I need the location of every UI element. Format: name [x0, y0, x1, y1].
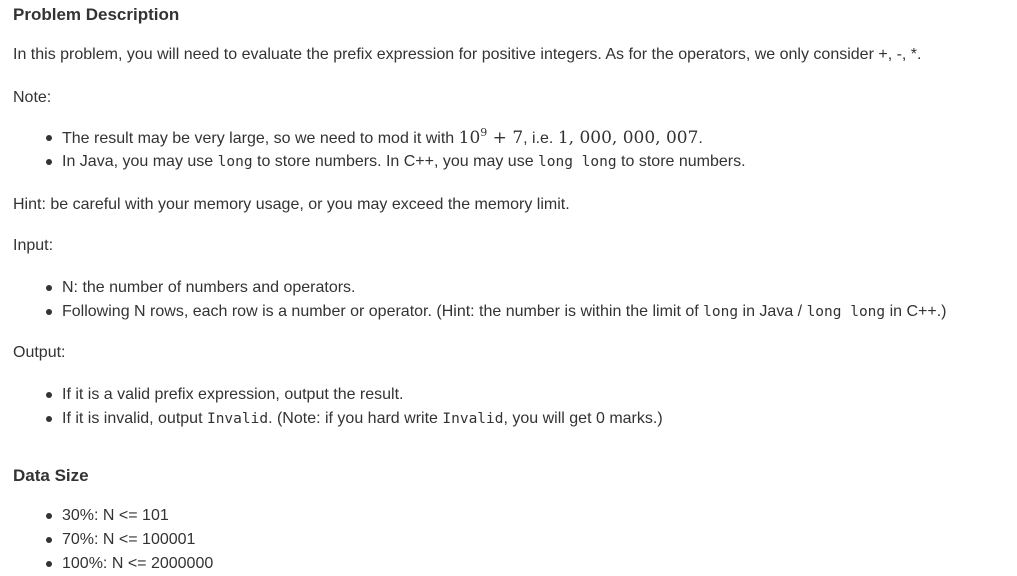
note-list [13, 126, 746, 174]
data-size-list [13, 504, 213, 576]
output-list [13, 383, 663, 431]
mod-value: 1, 000, 000, 007 [557, 128, 699, 148]
data-size-item: 70%: N <= 100001 [13, 528, 213, 552]
data-size-item: 100%: N <= 2000000 [13, 552, 213, 576]
code-long: long [217, 154, 253, 170]
intro-paragraph: In this problem, you will need to evaluate the prefix expression for positive integers. As for the operators, we only consider +, -, *. [13, 46, 922, 63]
code-long-long: long long [806, 304, 886, 320]
mod-formula: $10^9 + 7$ [458, 126, 524, 148]
output-label: Output: [13, 344, 66, 361]
output-item-valid: If it is a valid prefix expression, output the result. [13, 383, 663, 407]
data-size-heading: Data Size [13, 466, 89, 485]
input-item-n: N: the number of numbers and operators. [13, 276, 947, 300]
hint-paragraph: Hint: be careful with your memory usage, or you may exceed the memory limit. [13, 196, 570, 213]
data-size-item: 30%: N <= 101 [13, 504, 213, 528]
input-item-rows: Following N rows, each row is a number or operator. (Hint: the number is within the limit of long in Java / long long in C++.) [13, 300, 947, 324]
code-long-long: long long [538, 154, 617, 170]
code-invalid: Invalid [442, 411, 504, 427]
code-invalid: Invalid [206, 411, 269, 427]
note-item-types: In Java, you may use long to store numbers. In C++, you may use long long to store numbers. [13, 150, 746, 174]
note-item-mod: The result may be very large, so we need to mod it with $10^9 + 7$, i.e. 1, 000, 000, 007. [13, 126, 746, 150]
note-label: Note: [13, 89, 52, 106]
output-item-invalid: If it is invalid, output Invalid. (Note: if you hard write Invalid, you will get 0 marks.) [13, 407, 663, 431]
input-label: Input: [13, 237, 54, 254]
code-long: long [703, 304, 739, 320]
input-list [13, 276, 947, 324]
problem-description-heading: Problem Description [13, 5, 180, 24]
